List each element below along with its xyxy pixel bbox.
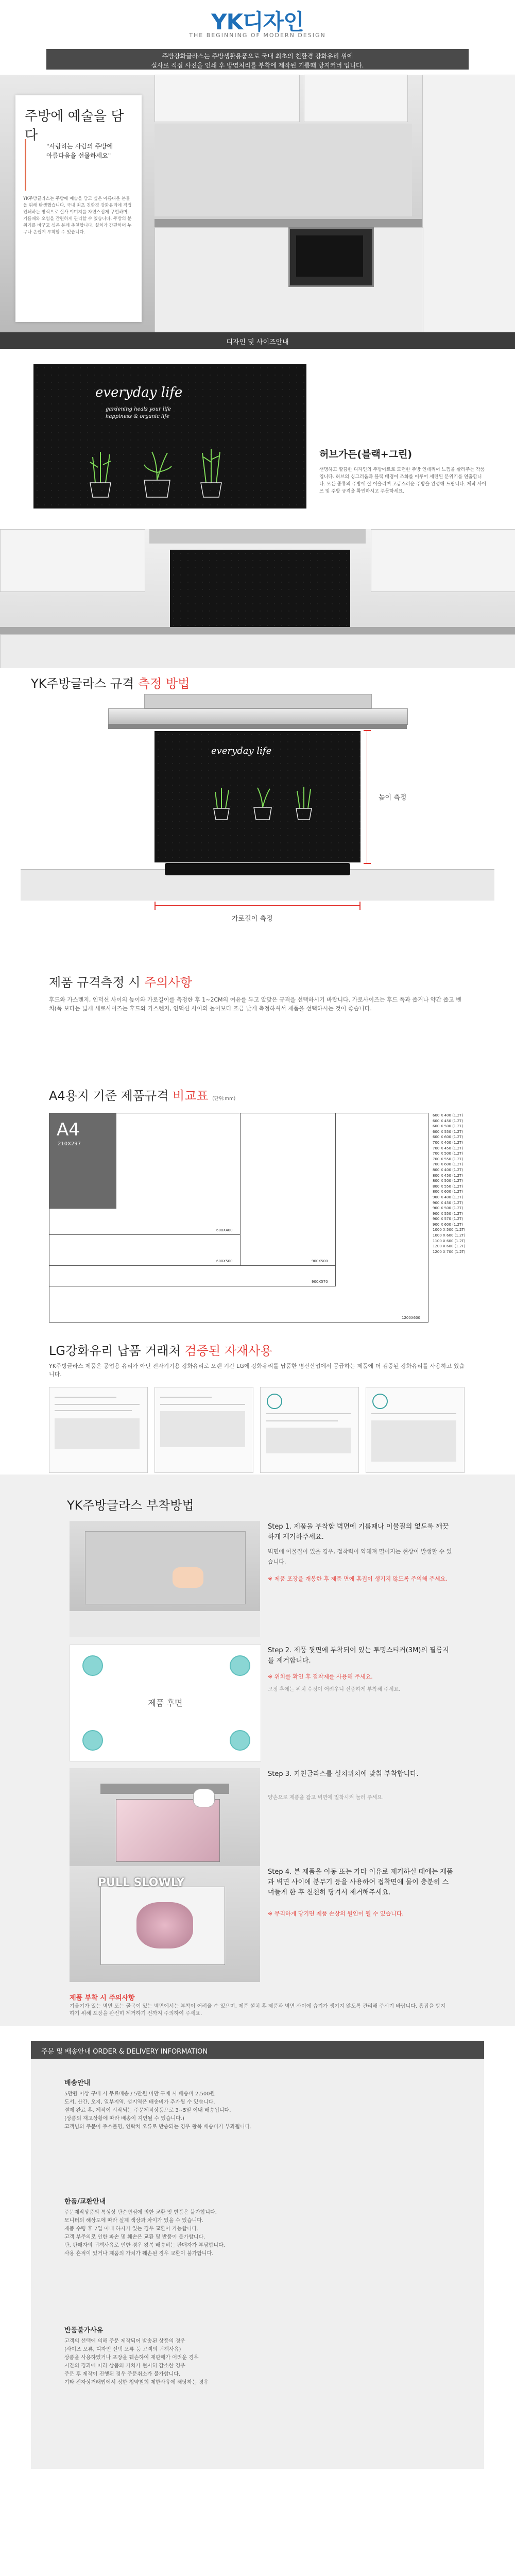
size-item: 900 X 500 (1.2T) — [433, 1206, 464, 1211]
a4-title-prefix: A4용지 기준 제품규격 — [49, 1089, 173, 1103]
intro-quote-line-2: 아름다움을 선물하세요" — [46, 152, 111, 159]
a4-comparison — [0, 1083, 515, 1341]
cooktop — [165, 863, 350, 875]
size-item: 600 X 500 (1.2T) — [433, 1124, 464, 1129]
refund-title: 반품불가사유 — [64, 2327, 104, 2334]
promo-line-1: 주방강화글라스는 주방생활용품으로 국내 최초의 친환경 강화유리 위에 — [162, 53, 353, 60]
design-size-label: 디자인 및 사이즈안내 — [226, 338, 289, 346]
step4-title: Step 4. 본 제품을 이동 또는 가타 이유로 제거하실 때에는 제품과 벽면 사이에 분무기 등을 사용하여 접착면에 물이 충분히 스며들게 한 후 천천히 당겨서 제거해주세요. — [268, 1868, 453, 1896]
size-item: 900 X 570 (1.2T) — [433, 1217, 464, 1222]
spec-title-prefix: YK주방글라스 규격 — [31, 676, 138, 691]
spec-glass-image — [154, 731, 360, 862]
delivery-title: 배송안내 — [64, 2079, 91, 2087]
size-item: 800 X 600 (1.2T) — [433, 1190, 464, 1194]
step1-title: Step 1. 제품을 부착할 벽면에 기름때나 이물질의 없도록 깨끗하게 제거하주세요. — [268, 1523, 449, 1541]
a4-paper-size: 210X297 — [58, 1141, 81, 1147]
intro-title: 주방에 예술을 담다 — [25, 109, 124, 143]
lg-glass-section — [0, 1341, 515, 1475]
step4-note: ※ 무리하게 당기면 제품 손상의 원인이 될 수 있습니다. — [268, 1910, 404, 1917]
design-size-bar — [0, 332, 515, 349]
size-item: 1000 X 500 (1.2T) — [433, 1228, 466, 1232]
info-header: 주문 및 배송안내 ORDER & DELIVERY INFORMATION — [41, 2048, 208, 2056]
size-item: 900 X 450 (1.2T) — [433, 1200, 464, 1205]
width-label: 가로길이 측정 — [232, 915, 273, 923]
lg-text: YK주방글라스 제품은 공업용 유리가 아닌 전자기기용 강화유리로 오랜 기간 LG에 강화유리를 납품한 명신산업에서 공급하는 제품에 더 검증된 강화유리를 사용하고 있습니다. — [49, 1363, 465, 1378]
promo-text — [52, 52, 464, 70]
header — [0, 0, 515, 75]
size-item: 700 X 450 (1.2T) — [433, 1146, 464, 1150]
cell-label-2: 600X500 — [216, 1259, 233, 1263]
notes-text: 후드와 가스렌지, 인덕션 사이의 높이와 가로길이를 측정한 후 1~2CM의 여유를 두고 알맞은 규격을 선택하시기 바랍니다. 가로사이즈는 후드 폭과 좁거나 약간 좁고 벤치(폭 보다는 넓게 세로사이즈는 후드와 가스렌지, 인덕션 사이의 높이보다 조금 낮게 측정하셔서 제품을 선택하시는 것이 좋습니다. — [49, 996, 461, 1012]
size-item: 700 X 550 (1.2T) — [433, 1157, 464, 1161]
refund-text: 고객의 선택에 의해 주문 제작되어 발송된 상품의 경우 (사이즈 오류, 디자인 선택 오류 등 고객의 귀책사유) 상품을 사용하였거나 포장을 훼손하여 재판매가 어려운 경우 시간의 경과에 따라 상품의 가치가 현저히 감소한 경우 주문 후 제작이 진행된 경우 주문취소가 불가합니다. 기타 전자상거래법에서 정한 청약철회 제한사유에 해당하는 경우 — [64, 2338, 209, 2385]
a4-title-highlight: 비교표 — [173, 1089, 209, 1103]
install-title: YK주방글라스 부착방법 — [67, 1498, 194, 1513]
notice-text: 기울기가 있는 벽면 또는 굴곡이 있는 벽면에서는 부착이 어려울 수 있으며, 제품 설치 후 제품과 벽면 사이에 습기가 생기지 않도록 관리해 주시기 바랍니다. 흠집을 방지하기 위해 포장을 완전히 제거하기 전까지 주의하여 주세요. — [70, 2004, 445, 2016]
step1-note: ※ 제품 포장을 개봉한 후 제품 면에 흠집이 생기지 않도록 주의해 주세요. — [268, 1575, 448, 1582]
size-item: 800 X 450 (1.2T) — [433, 1173, 464, 1178]
brand-tagline: THE BEGINNING OF MODERN DESIGN — [189, 32, 326, 39]
lg-title-prefix: LG강화유리 납품 거래처 — [49, 1344, 185, 1358]
back-label: 제품 후면 — [148, 1698, 183, 1708]
size-item: 900 X 400 (1.2T) — [433, 1195, 464, 1199]
range-hood-duct — [144, 694, 372, 708]
measurement-notes — [0, 970, 515, 1083]
exchange-title: 한품/교환안내 — [64, 2198, 106, 2206]
intro-section — [0, 75, 515, 332]
intro-body: YK주방글라스는 주방에 예술을 담고 싶은 아름다운 분들을 위해 탄생했습니다. 국내 최초 친환경 강화유리에 직접 인쇄하는 방식으로 실사 이미지를 자연스럽게 구현하며, 기름때와 오염을 간편하게 관리할 수 있습니다. 주방의 분위기를 바꾸고 싶은 분께 추천합니다. 설치가 간편하며 누구나 손쉽게 부착할 수 있습니다. — [23, 196, 132, 235]
spec-title — [31, 673, 190, 691]
step2-note: ※ 위치를 확인 후 접착제를 사용해 주세요. — [268, 1673, 373, 1680]
install-section — [0, 1475, 515, 1990]
range-hood — [108, 708, 408, 725]
size-item: 900 X 550 (1.2T) — [433, 1211, 464, 1216]
size-item: 800 X 500 (1.2T) — [433, 1179, 464, 1183]
product-name: 허브가든(블랙+그린) — [319, 449, 413, 460]
script-line-3: happiness & organic life — [106, 414, 169, 419]
accent-line — [25, 139, 43, 191]
cell-label-4: 900X570 — [312, 1280, 328, 1284]
delivery-text: 5만원 이상 구매 시 무료배송 / 5만원 미만 구매 시 배송비 2,500원 도서, 산간, 오지, 일부지역, 섬지역은 배송비가 추가될 수 있습니다. 결제 완료 후, 제작이 시작되는 주문제작상품으로 3~5일 이내 배송됩니다. (상품의 재고상황에 따라 배송이 지연될 수 있습니다.) 고객님의 주문이 주소불명, 연락처 오류로 반송되는 경우 왕복 배송비가 부과됩니다. — [64, 2091, 252, 2130]
intro-quote-line-1: "사랑하는 사람의 주방에 — [46, 143, 113, 150]
installed-kitchen-photo — [0, 529, 515, 668]
lg-title — [49, 1341, 272, 1359]
size-item: 700 X 600 (1.2T) — [433, 1162, 464, 1167]
script-line-2: gardening heals your life — [106, 406, 171, 412]
range-hood-edge — [108, 724, 407, 729]
notice-title: 제품 부착 시 주의사항 — [70, 1994, 135, 2002]
a4-paper-label: A4 — [57, 1120, 80, 1140]
brand-logo: YK디자인 — [211, 9, 304, 35]
product-section — [0, 349, 515, 529]
spec-title-highlight: 측정 방법 — [138, 676, 190, 691]
intro-quote — [46, 142, 134, 160]
pull-slowly-text: PULL SLOWLY — [98, 1876, 185, 1889]
a4-title — [49, 1086, 235, 1104]
promo-line-2: 실사로 직접 사진을 인쇄 후 방염처리를 부착에 제작된 기름때 방지커버 입니다. — [151, 62, 364, 69]
size-item: 600 X 600 (1.2T) — [433, 1135, 464, 1140]
exchange-text: 주문제작상품의 특성상 단순변심에 의한 교환 및 반품은 불가합니다. 모니터의 해상도에 따라 실제 색상과 차이가 있을 수 있습니다. 제품 수령 후 7일 이내 하자가 있는 경우 교환이 가능합니다. 고객 부주의로 인한 파손 및 훼손은 교환 및 반품이 불가합니다. 단, 판매자의 귀책사유로 인한 경우 왕복 배송비는 판매자가 부담합니다. 사용 흔적이 있거나 제품의 가치가 훼손된 경우 교환이 불가합니다. — [64, 2210, 225, 2257]
spec-herb-illustration — [206, 772, 319, 824]
lg-title-highlight: 검증된 자재사용 — [184, 1344, 272, 1358]
step2-image — [70, 1645, 261, 1761]
product-description: 선명하고 깔끔한 디자인의 주방아트로 모던한 주방 인테리어 느낌을 살려주는 작품입니다. 허브의 싱그러움과 블랙 배경이 조화를 이루어 세련된 분위기를 연출합니다. 모든 종류의 주방에 잘 어울리며 고급스러운 주방을 완성해 드립니다. 제작 사이즈 및 주방 규격을 확인하시고 주문하세요. — [319, 467, 487, 494]
step3-body: 양손으로 제품을 잡고 벽면에 밀착시켜 눌러 주세요. — [268, 1795, 384, 1801]
spec-script-title: everyday life — [211, 745, 272, 756]
certificate-document-3 — [260, 1387, 359, 1473]
width-guide-line — [154, 905, 360, 906]
size-item: 1200 X 700 (1.2T) — [433, 1249, 466, 1254]
spec-section — [0, 668, 515, 970]
install-notice — [0, 1990, 515, 2026]
size-item: 800 X 400 (1.2T) — [433, 1167, 464, 1172]
a4-unit: (단위:mm) — [212, 1096, 236, 1101]
notes-title-highlight: 주의사항 — [144, 975, 192, 990]
step4-image — [70, 1866, 260, 1982]
size-item: 900 X 600 (1.2T) — [433, 1222, 464, 1227]
product-glass-image — [33, 364, 306, 509]
order-delivery-info — [0, 2026, 515, 2479]
height-label: 높이 측정 — [379, 794, 407, 802]
size-item: 800 X 550 (1.2T) — [433, 1184, 464, 1189]
size-item: 1000 X 600 (1.2T) — [433, 1233, 466, 1238]
size-item: 700 X 400 (1.2T) — [433, 1140, 464, 1145]
certificate-document-4 — [366, 1387, 465, 1473]
step1-body: 벽면에 이물질이 있을 경우, 접착력이 약해져 떨어지는 현상이 발생할 수 있습니다. — [268, 1548, 452, 1565]
step3-title: Step 3. 키친글라스를 설치위치에 맞춰 부착합니다. — [268, 1770, 419, 1778]
size-item: 1200 X 600 (1.2T) — [433, 1244, 466, 1249]
notes-title — [49, 972, 192, 990]
step2-body: 고정 후에는 위치 수정이 어려우니 신중하게 부착해 주세요. — [268, 1687, 401, 1692]
size-item: 1100 X 600 (1.2T) — [433, 1239, 466, 1243]
certificate-document-2 — [154, 1387, 253, 1473]
size-item: 600 X 450 (1.2T) — [433, 1118, 464, 1123]
step1-image — [70, 1521, 260, 1637]
size-item: 600 X 400 (1.2T) — [433, 1113, 464, 1117]
size-item: 600 X 550 (1.2T) — [433, 1129, 464, 1134]
cell-label-3: 900X500 — [312, 1259, 328, 1263]
cell-label-1: 600X400 — [216, 1228, 233, 1232]
size-item: 700 X 500 (1.2T) — [433, 1151, 464, 1156]
herb-pots-illustration — [80, 421, 255, 498]
script-title: everyday life — [95, 385, 183, 400]
certificate-document-1 — [49, 1387, 148, 1473]
notes-title-prefix: 제품 규격측정 시 — [49, 975, 145, 990]
a4-paper — [49, 1113, 116, 1209]
cell-label-5: 1200X600 — [402, 1316, 420, 1320]
step2-title: Step 2. 제품 뒷면에 부착되어 있는 투명스티커(3M)의 필름지를 제거합니다. — [268, 1647, 449, 1665]
size-list — [433, 1113, 466, 1255]
